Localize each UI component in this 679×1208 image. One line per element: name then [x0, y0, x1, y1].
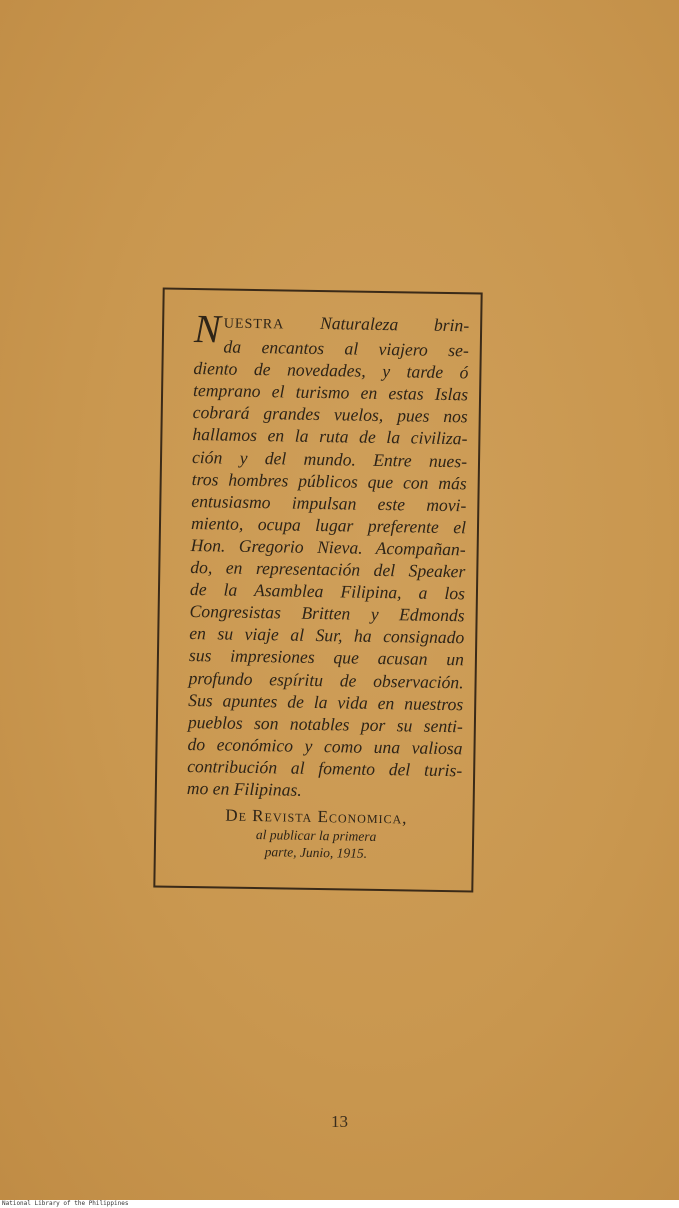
- article-line: profundo espíritu de observación.: [188, 667, 464, 692]
- article-line: sus impresiones que acusan un: [188, 645, 465, 670]
- article-line: mo en Filipinas.: [186, 777, 302, 800]
- source-line-2: parte, Junio, 1915.: [264, 844, 368, 861]
- article-line: de la Asamblea Filipina, a los: [189, 579, 466, 604]
- article-line: en su viaje al Sur, ha consignado: [189, 623, 465, 648]
- article-text: [186, 306, 470, 803]
- article-line: diento de novedades, y tarde ó: [193, 358, 469, 383]
- article-line: do, en representación del Speaker: [190, 557, 466, 582]
- article-line: temprano el turismo en estas Islas: [192, 380, 469, 405]
- article-line: ción y del mundo. Entre nues-: [191, 446, 468, 471]
- article-line: Naturaleza brin-: [319, 313, 470, 336]
- article-line: do económico y como una valiosa: [187, 733, 463, 759]
- article-line: Congresistas Britten y Edmonds: [189, 601, 465, 626]
- source-line-1: al publicar la primera: [255, 827, 377, 844]
- article-line: Sus apuntes de la vida en nuestros: [188, 689, 464, 714]
- article-line: entusiasmo impulsan este movi-: [191, 490, 467, 516]
- article-line: miento, ocupa lugar preferente el: [190, 512, 467, 538]
- article-line: hallamos en la ruta de la civiliza-: [192, 424, 468, 449]
- article-line: contribución al fomento del turis-: [187, 755, 463, 781]
- source-title: De Revista Economica,: [225, 805, 408, 828]
- source-attribution: [156, 804, 477, 863]
- quote-box: [153, 288, 482, 893]
- first-word-rest: UESTRA: [223, 316, 285, 333]
- article-line: cobrará grandes vuelos, pues nos: [192, 402, 468, 427]
- drop-cap: N: [193, 306, 222, 352]
- article-line: tros hombres públicos que con más: [191, 468, 467, 493]
- article-line: pueblos son notables por su senti-: [187, 711, 464, 736]
- article-line: Hon. Gregorio Nieva. Acompañan-: [190, 534, 466, 560]
- article-line: da encantos al viajero se-: [223, 336, 469, 361]
- page-number: 13: [331, 1112, 348, 1131]
- footer-text: National Library of the Philippines: [2, 1200, 129, 1207]
- footer-bar: [0, 1200, 679, 1208]
